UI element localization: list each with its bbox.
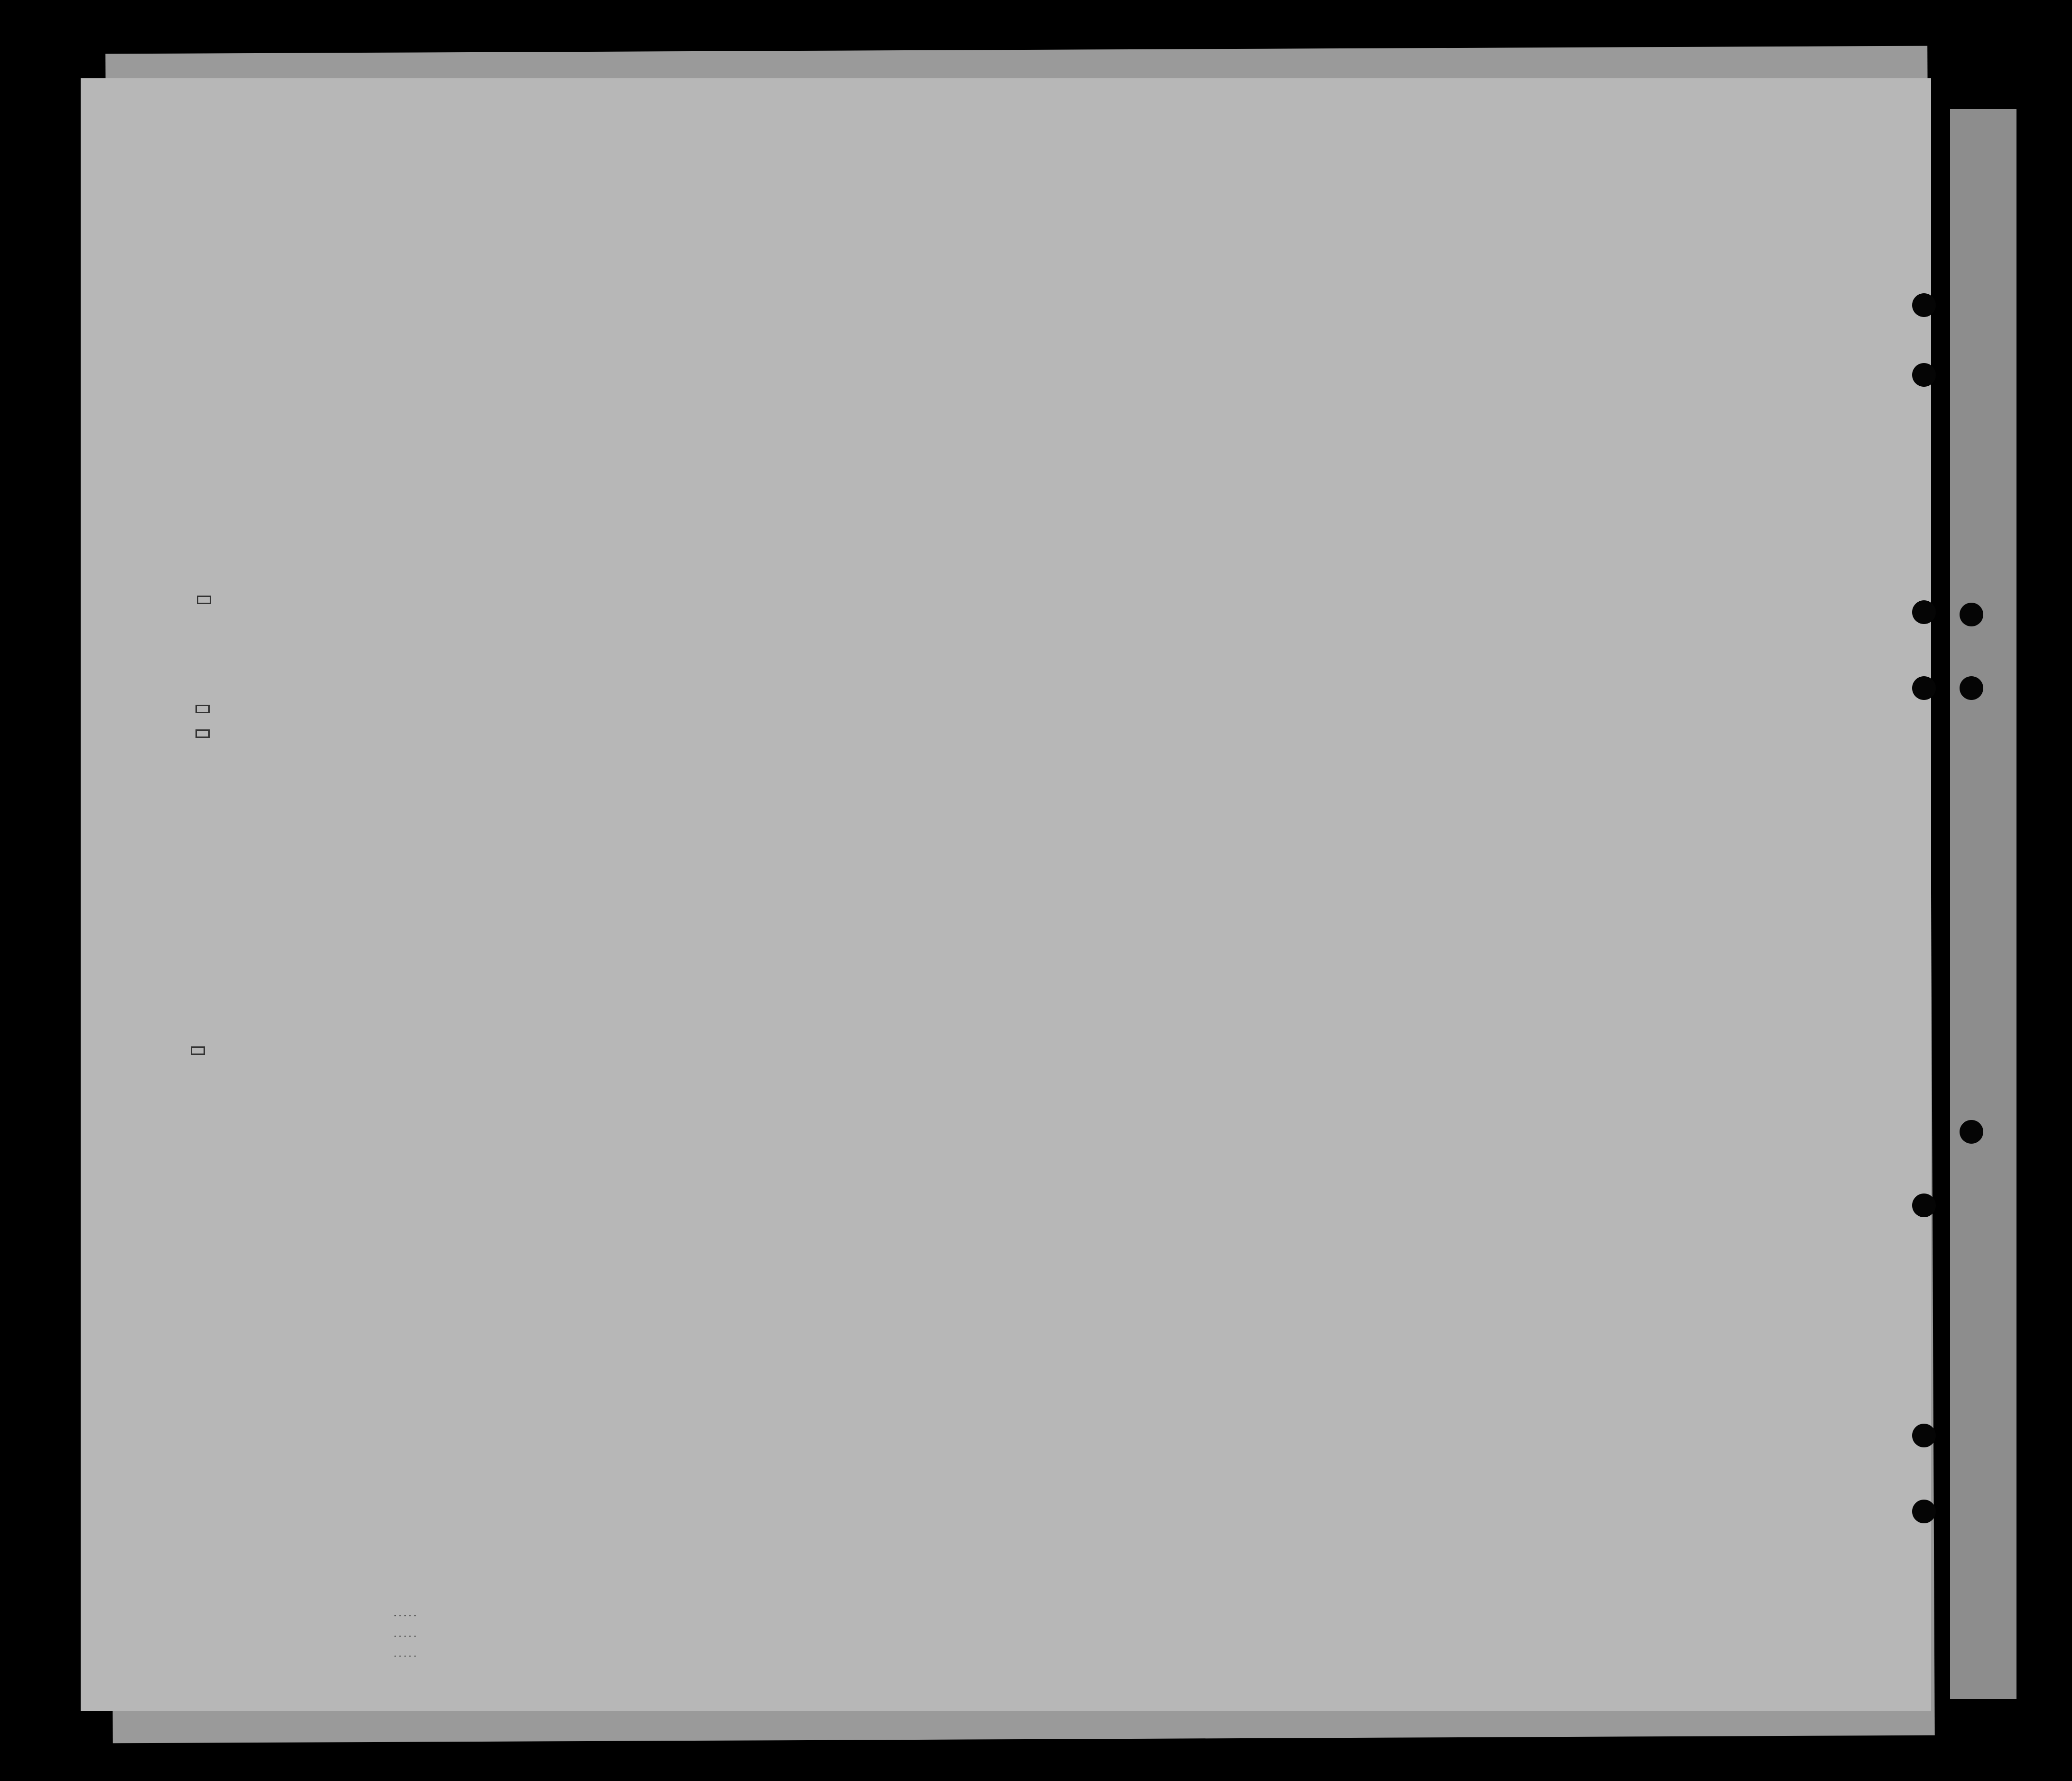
binder-hole (1912, 676, 1936, 700)
next-sheet-edge (1950, 109, 2016, 1699)
binder-hole (1912, 1194, 1936, 1217)
manifest-grid (81, 78, 1931, 1711)
citizen-stamp (191, 1046, 205, 1055)
binder-hole (1912, 1500, 1936, 1523)
total-passengers-dots: . . . . . (394, 1607, 417, 1619)
citizen-stamp (197, 596, 211, 604)
binder-hole (1960, 1120, 1983, 1144)
aliens-dots: . . . . . (394, 1648, 417, 1659)
binder-hole (1912, 363, 1936, 387)
binder-hole (1912, 1424, 1936, 1447)
binder-hole (1960, 676, 1983, 700)
manifest-sheet (81, 78, 1931, 1711)
binder-hole (1912, 293, 1936, 317)
citizen-stamp (195, 729, 210, 738)
citizens-dots: . . . . . (394, 1628, 417, 1639)
binder-hole (1960, 603, 1983, 626)
binder-hole (1912, 600, 1936, 624)
citizen-stamp (195, 705, 210, 713)
